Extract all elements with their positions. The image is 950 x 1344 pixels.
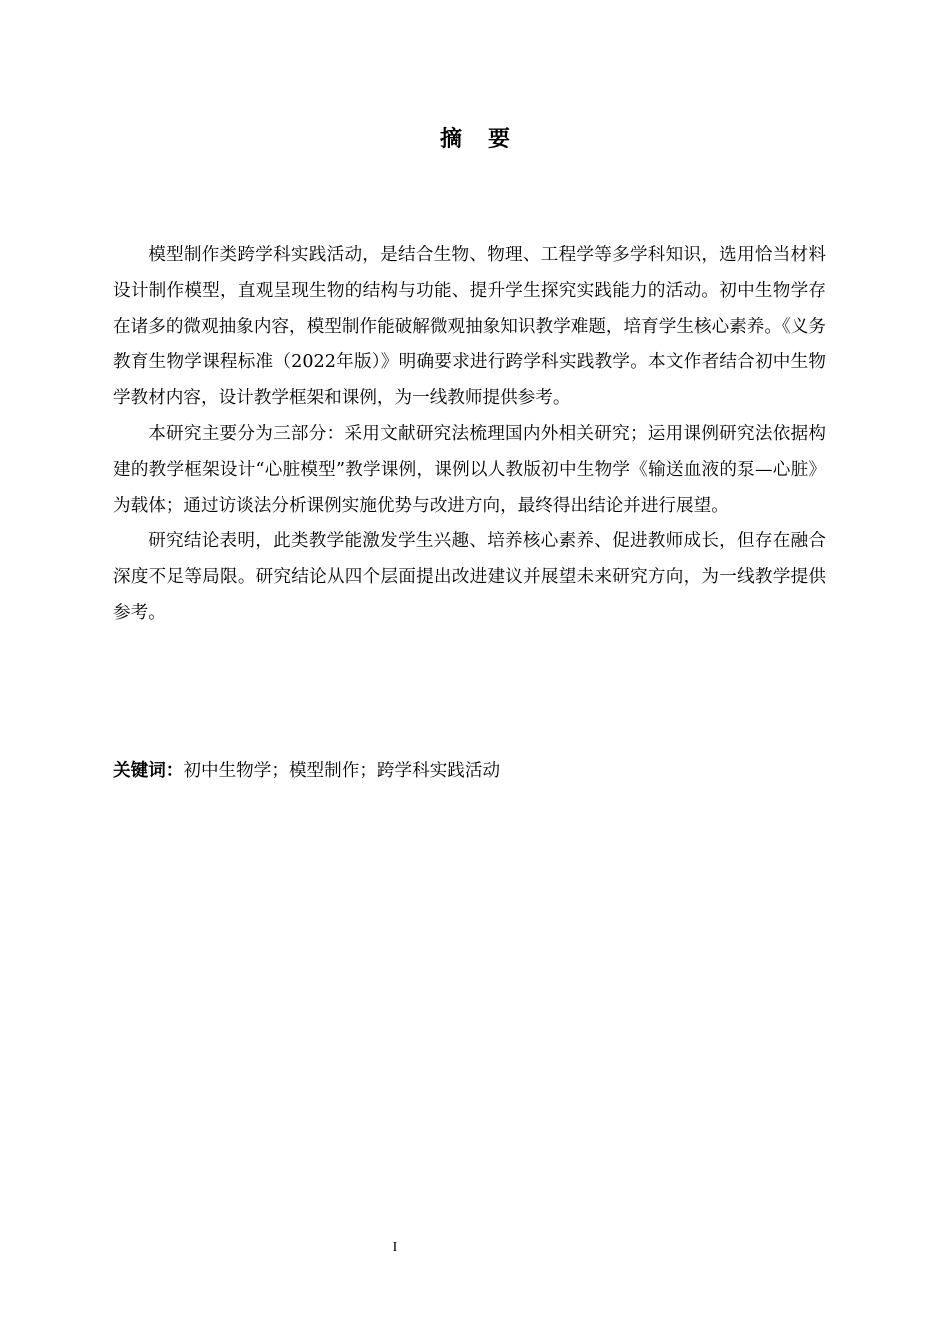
keywords-line [113,754,826,788]
abstract-title [0,124,950,156]
page-number: I [392,1240,398,1255]
abstract-body [113,238,826,632]
abstract-paragraph-1: 模型制作类跨学科实践活动，是结合生物、物理、工程学等多学科知识，选用恰当材料设计制作模型，直观呈现生物的结构与功能、提升学生探究实践能力的活动。初中生物学存在诸多的微观抽象内容，模型制作能破解微观抽象知识教学难题，培育学生核心素养。《义务教育生物学课程标准（2022年版）》明确要求进行跨学科实践教学。本文作者结合初中生物学教材内容，设计教学框架和课例，为一线教师提供参考。 [113,245,826,409]
abstract-paragraph-2: 本研究主要分为三部分：采用文献研究法梳理国内外相关研究；运用课例研究法依据构建的教学框架设计“心脏模型”教学课例，课例以人教版初中生物学《输送血液的泵—心脏》为载体；通过访谈法分析课例实施优势与改进方向，最终得出结论并进行展望。 [113,423,826,516]
abstract-title-char-2: 要 [488,127,511,152]
abstract-paragraph-3: 研究结论表明，此类教学能激发学生兴趣、培养核心素养、促进教师成长，但存在融合深度不足等局限。研究结论从四个层面提出改进建议并展望未来研究方向，为一线教学提供参考。 [113,531,826,623]
keywords-value: 初中生物学；模型制作；跨学科实践活动 [183,761,501,781]
keywords-label: 关键词： [113,761,184,781]
abstract-title-char-1: 摘 [439,127,462,152]
